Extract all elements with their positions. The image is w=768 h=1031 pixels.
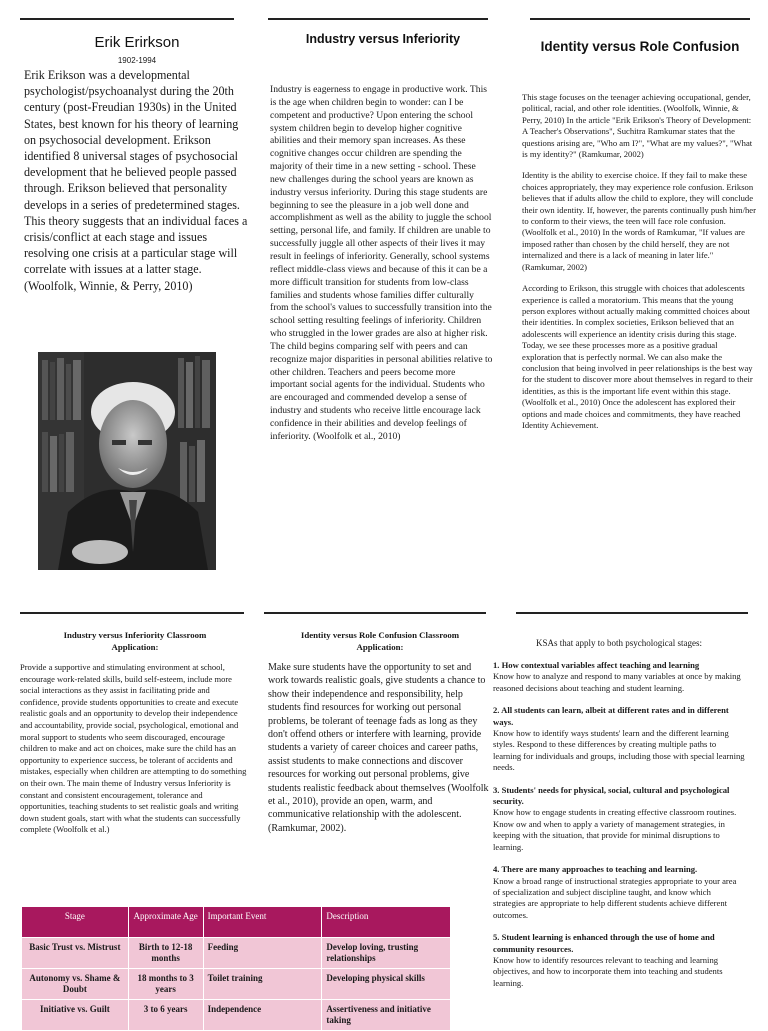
cell-stage: Initiative vs. Guilt bbox=[22, 1000, 128, 1030]
header-stage: Stage bbox=[22, 907, 128, 937]
ksa-column bbox=[493, 638, 745, 1000]
cell-age: 18 months to 3 years bbox=[129, 969, 203, 999]
identity-application-title: Identity versus Role Confusion Classroom Application: bbox=[300, 630, 460, 652]
header-description: Description bbox=[322, 907, 450, 937]
identity-paragraph-2: Identity is the ability to exercise choice. If they fail to make these choices appropriately, they may experience role confusion. Erikson believes that if adults allow the child to explore, they will conclude their own identity. If, however, the parents continually push him/her to conform to their views, the teen will face role confusion. (Woolfolk et al., 2010) In the words of Ramkumar, "If values are imposed rather than chosen by the child herself, they are not internalized and there is a lack of meaning in later life." (Ramkumar, 2002) bbox=[522, 170, 756, 272]
identity-column bbox=[522, 38, 758, 431]
industry-title: Industry versus Inferiority bbox=[305, 32, 461, 46]
ksa-item-body: Know how to engage students in creating effective classroom routines. Know ow and when to apply a variety of management strategies, in keeping with the situation, that provide for minimal disruptions to learning. bbox=[493, 807, 737, 852]
identity-application-body: Make sure students have the opportunity to set and work towards realistic goals, give students a chance to show their independence and responsibility, help students find resources for working out personal problems, be tolerant of teenage fads as long as they don't offend others or interfere with learning, provide students a variety of career choices and career paths, assist students to make connections and discover resources for working out personal problems, give students realistic feedback about themselves (Woolfolk et al., 2010), provide an open, warm, and communicative relationship with the adolescent. (Ramkumar, 2002). bbox=[268, 662, 489, 834]
ksa-item-heading: 3. Students' needs for physical, social, cultural and psychological security. bbox=[493, 784, 730, 807]
ksa-item bbox=[493, 864, 745, 921]
rule-col1-top bbox=[20, 18, 234, 20]
table-header-row bbox=[22, 907, 450, 937]
industry-application-column bbox=[20, 630, 250, 836]
cell-event: Independence bbox=[204, 1000, 322, 1030]
erikson-portrait-photo bbox=[38, 352, 216, 570]
rule-col3-top bbox=[530, 18, 750, 20]
industry-application-title: Industry versus Inferiority Classroom Application: bbox=[63, 630, 207, 652]
stages-table bbox=[21, 906, 451, 1031]
identity-paragraph-3: According to Erikson, this struggle with choices that adolescents experience is called a moratorium. This means that the young person explores without actually making committed choices about their identities. In complex societies, Erikson believed that an adolescents will experience an identity crisis during this stage. Today, we see these processes more as a positive gradual exploration that is perfectly normal. We can also make the conclusion that being involved in peer relationships is the best way for the student to discover more about themselves in regard to their identities, as this is the important life event within this stage. (Woolfolk et al., 2010) Once the adolescent has explored their options and made choices and commitments, they have reached Identity Achievement. bbox=[522, 283, 753, 430]
cell-event: Feeding bbox=[204, 938, 322, 968]
cell-age: 3 to 6 years bbox=[129, 1000, 203, 1030]
ksa-item-body: Know how to identify ways students' learn and the different learning styles. Respond to these differences by creating multiple paths to learning for individuals and groups, including those with special learning needs. bbox=[493, 728, 745, 773]
ksa-item-heading: 2. All students can learn, albeit at different rates and in different ways. bbox=[493, 705, 729, 727]
ksa-item-heading: 4. There are many approaches to teaching and learning. bbox=[493, 864, 698, 875]
cell-description: Develop loving, trusting relationships bbox=[322, 938, 450, 968]
header-event: Important Event bbox=[204, 907, 322, 937]
cell-description: Developing physical skills bbox=[322, 969, 450, 999]
ksa-item-heading: 1. How contextual variables affect teaching and learning bbox=[493, 660, 700, 670]
ksa-item bbox=[493, 705, 745, 773]
rule-col2-top bbox=[268, 18, 488, 20]
table-row bbox=[22, 969, 450, 999]
ksa-item bbox=[493, 932, 745, 989]
identity-application-column bbox=[268, 630, 492, 835]
ksa-item bbox=[493, 785, 745, 853]
ksa-item-body: Know how to analyze and respond to many variables at once by making reasoned decisions about teaching and student learning. bbox=[493, 671, 741, 693]
cell-event: Toilet training bbox=[204, 969, 322, 999]
erikson-column bbox=[24, 34, 250, 294]
header-age: Approximate Age bbox=[129, 907, 203, 937]
rule-col5-top bbox=[264, 612, 486, 614]
cell-age: Birth to 12-18 months bbox=[129, 938, 203, 968]
ksa-item-heading: 5. Student learning is enhanced through the use of home and community resources. bbox=[493, 932, 715, 954]
erikson-years: 1902-1994 bbox=[117, 56, 157, 65]
industry-application-body: Provide a supportive and stimulating environment at school, encourage work-related skills, build self-esteem, include more social interactions as they assist in facilitating pride and confidence, provide students opportunities to create and execute realistic goals and an opportunity to develop their independence and accountability, provide social, psychological, emotional and moral support to students who seem discouraged, encourage children to make and act on choices, make sure the child has an opportunity to experience success, be tolerant of accidents and mistakes, especially when children are attempting to do something on their own. The main theme of Industry versus Inferiority is constant and consistent encouragement, tolerance and opportunities, teaching students to set realistic goals and writing down student goals, start with what the students can successfully complete (Woolfolk et al.) bbox=[20, 662, 247, 835]
industry-body: Industry is eagerness to engage in productive work. This is the age when children begin to wonder: can I be competent and productive? Upon entering the school system children begin to develop higher cognitive abilities and their memory span increases. As these cognitive changes occur children are spending the majority of their time in a new setting - school. These new challenges during the school years are known as industry versus inferiority. During this stage students are beginning to see the pleasure in a job well done and accomplishment as well as the ability to juggle the school setting, personal life, and family. If children are unable to successfully juggle all other aspects of their lives it may result in feelings of inferiority. Generally, school systems reflect middle-class views and because of this it can be a more difficult transition for students from low-class families and students whose families differ culturally from the school's values to successfully transition into the school setting resulting feelings of inferiority. Children who struggled in the lower grades are also at higher risk. The child begins comparing self with peers and can recognize major disparities in personal abilities relative to other children. Teachers and peers become more important social agents for the individual. Students who are encouraged and commended develop a sense of industry and students who receive little encourage lack confidence in their abilities and develop feelings of inferiority. (Woolfolk et al., 2010) bbox=[270, 84, 493, 442]
table-row bbox=[22, 938, 450, 968]
rule-col6-top bbox=[516, 612, 748, 614]
ksa-title: KSAs that apply to both psychological stages: bbox=[536, 638, 702, 648]
rule-col4-top bbox=[20, 612, 244, 614]
erikson-bio: Erik Erikson was a developmental psychologist/psychoanalyst during the 20th century (post-Freudian 1930s) in the United States, best known for his theory of learning on psychosocial development. Erikson identified 8 universal stages of psychosocial development that he believed people passed through. Erikson believed that personality develops in a series of predetermined stages. This theory suggests that an individual faces a crisis/conflict at each stage and issues resolving one crisis at a particular stage will correlate with issues at a latter stage. (Woolfolk, Winnie, & Perry, 2010) bbox=[24, 68, 248, 293]
cell-description: Assertiveness and initiative taking bbox=[322, 1000, 450, 1030]
cell-stage: Autonomy vs. Shame & Doubt bbox=[22, 969, 128, 999]
industry-column bbox=[270, 32, 496, 444]
ksa-item-body: Know a broad range of instructional strategies appropriate to your area of specialization and subject discipline taught, and know which strategies are appropriate to help different students achieve different outcomes. bbox=[493, 875, 737, 920]
ksa-item bbox=[493, 660, 745, 694]
erikson-title: Erik Erirkson bbox=[94, 34, 180, 51]
ksa-list bbox=[493, 660, 745, 989]
ksa-item-body: Know how to identify resources relevant to teaching and learning objectives, and how to incorporate them into teaching and students learning. bbox=[493, 954, 723, 988]
cell-stage: Basic Trust vs. Mistrust bbox=[22, 938, 128, 968]
identity-title: Identity versus Role Confusion bbox=[540, 39, 740, 54]
identity-paragraph-1: This stage focuses on the teenager achieving occupational, gender, political, racial, and other role identities. (Woolfolk, Winnie, & Perry, 2010) In the article "Erik Erikson's Theory of Development: A Teacher's Observations", Suchitra Ramkumar states that the questions arising are, "Who am I?", "What are my values?", "What is my identity?" (Ramkumar, 2002) bbox=[522, 92, 753, 160]
table-row bbox=[22, 1000, 450, 1030]
